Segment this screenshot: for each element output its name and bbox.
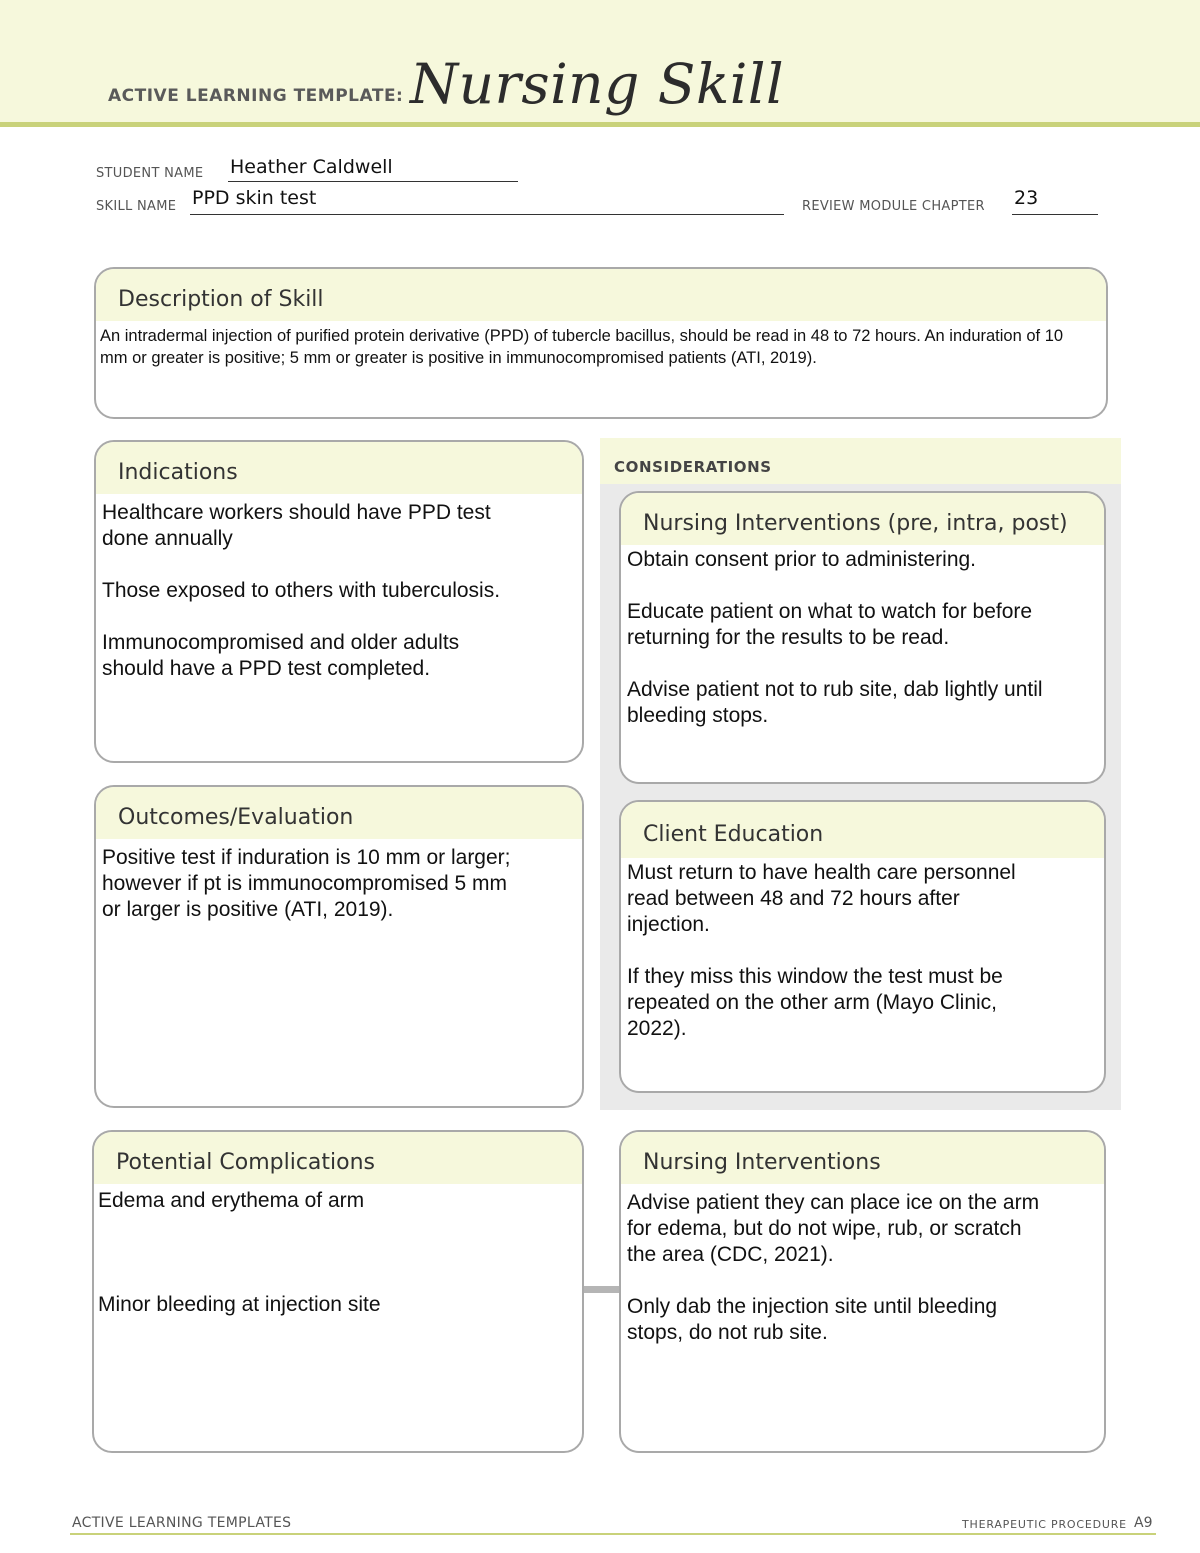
outcomes-item: Positive test if induration is 10 mm or larger; however if pt is immunocompromised 5 mm or larger is positive (ATI, 2019). — [102, 846, 511, 921]
client-education-item: If they miss this window the test must be repeated on the other arm (Mayo Clinic, 2022). — [627, 965, 1003, 1040]
complications-content[interactable] — [94, 1184, 582, 1318]
complications-title: Potential Complications — [94, 1132, 582, 1184]
outcomes-box — [94, 785, 584, 1108]
considerations-label: CONSIDERATIONS — [614, 458, 772, 476]
student-name-line — [228, 181, 518, 182]
header-divider — [0, 122, 1200, 127]
template-title: Nursing Skill — [410, 52, 785, 116]
nursing-interventions-ppi-item: Educate patient on what to watch for before returning for the results to be read. — [627, 600, 1033, 649]
template-label: ACTIVE LEARNING TEMPLATE: — [108, 86, 404, 106]
indications-item: Healthcare workers should have PPD test done annually — [102, 501, 491, 550]
footer-right: THERAPEUTIC PROCEDURE — [962, 1518, 1127, 1531]
indications-box — [94, 440, 584, 763]
nursing-interventions-ppi-box — [619, 491, 1106, 784]
nursing-interventions-box — [619, 1130, 1106, 1453]
client-education-box — [619, 800, 1106, 1093]
client-education-title: Client Education — [621, 802, 1104, 858]
footer-divider — [70, 1533, 1156, 1535]
student-name-field[interactable]: Heather Caldwell — [230, 156, 393, 178]
nursing-interventions-item: Advise patient they can place ice on the arm for edema, but do not wipe, rub, or scratch the area (CDC, 2021). — [627, 1191, 1040, 1266]
nursing-interventions-ppi-content[interactable] — [621, 545, 1104, 729]
review-module-line — [1012, 214, 1098, 215]
review-module-label: REVIEW MODULE CHAPTER — [802, 199, 985, 214]
indications-title: Indications — [96, 442, 582, 494]
nursing-interventions-item: Only dab the injection site until bleeding stops, do not rub site. — [627, 1295, 998, 1344]
nursing-interventions-ppi-title: Nursing Interventions (pre, intra, post) — [621, 493, 1104, 545]
description-text[interactable]: An intradermal injection of purified protein derivative (PPD) of tubercle bacillus, should be read in 48 to 72 hours. An induration of 10 mm or greater is positive; 5 mm or greater is positive in immunocompromised patients (ATI, 2019). — [100, 327, 1064, 367]
skill-name-line — [190, 214, 784, 215]
client-education-content[interactable] — [621, 858, 1104, 1042]
complications-item: Minor bleeding at injection site — [98, 1293, 381, 1316]
page-number: A9 — [1134, 1515, 1153, 1531]
description-title: Description of Skill — [96, 269, 1106, 321]
outcomes-content[interactable] — [96, 839, 582, 923]
nursing-interventions-title: Nursing Interventions — [621, 1132, 1104, 1184]
nursing-interventions-ppi-item: Advise patient not to rub site, dab lightly until bleeding stops. — [627, 678, 1043, 727]
box-connector — [584, 1286, 620, 1293]
client-education-item: Must return to have health care personnel read between 48 and 72 hours after injection. — [627, 861, 1016, 936]
outcomes-title: Outcomes/Evaluation — [96, 787, 582, 839]
indications-content[interactable] — [96, 494, 582, 682]
student-name-label: STUDENT NAME — [96, 166, 204, 181]
skill-name-field[interactable]: PPD skin test — [192, 187, 317, 209]
nursing-interventions-content[interactable] — [621, 1184, 1104, 1346]
review-module-field[interactable]: 23 — [1014, 187, 1039, 209]
complications-item: Edema and erythema of arm — [98, 1189, 365, 1212]
skill-name-label: SKILL NAME — [96, 199, 177, 214]
indications-item: Those exposed to others with tuberculosis. — [102, 579, 501, 602]
footer-left: ACTIVE LEARNING TEMPLATES — [72, 1515, 292, 1531]
description-box — [94, 267, 1108, 419]
nursing-interventions-ppi-item: Obtain consent prior to administering. — [627, 548, 977, 571]
complications-box — [92, 1130, 584, 1453]
indications-item: Immunocompromised and older adults should have a PPD test completed. — [102, 631, 460, 680]
